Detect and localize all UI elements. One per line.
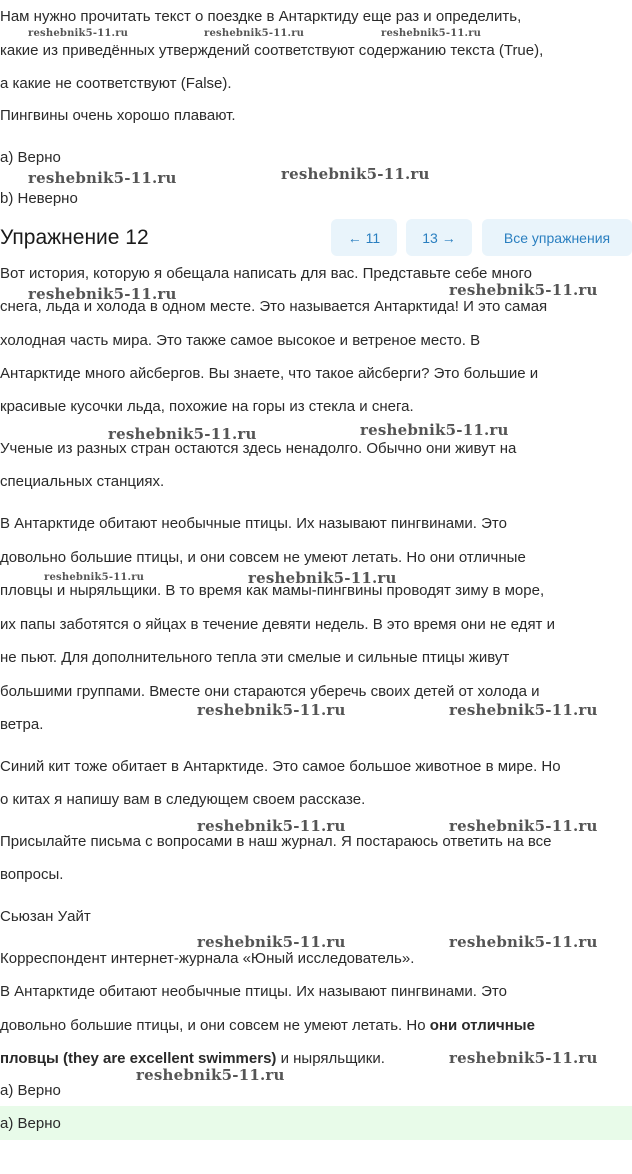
answer-line: а) Верно (0, 1082, 61, 1099)
watermark: reshebnik5-11.ru (28, 169, 177, 187)
story-line: не пьют. Для дополнительного тепла эти смелые и сильные птицы живут (0, 649, 510, 666)
watermark: reshebnik5-11.ru (360, 421, 509, 439)
explain-bold: они отличные (429, 1017, 535, 1034)
story-line: красивые кусочки льда, похожие на горы из стекла и снега. (0, 398, 414, 415)
story-line: Антарктиде много айсбергов. Вы знаете, что такое айсберги? Это большие и (0, 365, 539, 382)
story-line: вопросы. (0, 866, 64, 883)
intro-line-1: Нам нужно прочитать текст о поездке в Антарктиду еще раз и определить, (0, 8, 522, 25)
story-line: довольно большие птицы, и они совсем не умеют летать. Но они отличные (0, 549, 526, 566)
story-line: специальных станциях. (0, 473, 165, 490)
watermark: reshebnik5-11.ru (449, 701, 598, 719)
watermark: reshebnik5-11.ru (197, 933, 346, 951)
intro-line-2: какие из приведённых утверждений соответствуют содержанию текста (True), (0, 42, 544, 59)
explain-bold: пловцы (they are excellent swimmers) (0, 1050, 277, 1067)
story-line: их папы заботятся о яйцах в течение девяти недель. В это время они не едят и (0, 616, 555, 633)
intro-line-3: а какие не соответствуют (False). (0, 75, 232, 92)
watermark: reshebnik5-11.ru (28, 285, 177, 303)
watermark: reshebnik5-11.ru (449, 933, 598, 951)
story-line: о китах я напишу вам в следующем своем рассказе. (0, 791, 366, 808)
watermark: reshebnik5-11.ru (449, 281, 598, 299)
watermark: reshebnik5-11.ru (44, 572, 145, 583)
story-line: Синий кит тоже обитает в Антарктиде. Это самое большое животное в мире. Но (0, 758, 561, 775)
option-a: a) Верно (0, 149, 61, 166)
exercise-title: Упражнение 12 (0, 226, 149, 249)
watermark: reshebnik5-11.ru (281, 165, 430, 183)
signature-role: Корреспондент интернет-журнала «Юный исследователь». (0, 950, 415, 967)
story-line: пловцы и ныряльщики. В то время как мамы-пингвины проводят зиму в море, (0, 582, 545, 599)
watermark: reshebnik5-11.ru (204, 28, 305, 39)
question-text: Пингвины очень хорошо плавают. (0, 107, 236, 124)
story-line: Ученые из разных стран остаются здесь ненадолго. Обычно они живут на (0, 440, 517, 457)
story-line: Присылайте письма с вопросами в наш журнал. Я постараюсь ответить на все (0, 833, 552, 850)
explain-line (0, 1016, 535, 1036)
all-exercises-button[interactable]: Все упражнения (482, 219, 632, 256)
explain-text: и ныряльщики. (276, 1050, 385, 1067)
explain-text: довольно большие птицы, и они совсем не умеют летать. Но (0, 1017, 430, 1034)
prev-exercise-button[interactable]: ← 11 (331, 219, 397, 256)
answer-box-text: а) Верно (0, 1114, 61, 1132)
watermark: reshebnik5-11.ru (381, 28, 482, 39)
watermark: reshebnik5-11.ru (449, 817, 598, 835)
watermark: reshebnik5-11.ru (136, 1066, 285, 1084)
story-line: ветра. (0, 716, 44, 733)
option-b: b) Неверно (0, 190, 78, 207)
story-line: большими группами. Вместе они стараются уберечь своих детей от холода и (0, 683, 540, 700)
story-line: снега, льда и холода в одном месте. Это называется Антарктида! И это самая (0, 298, 548, 315)
watermark: reshebnik5-11.ru (449, 1049, 598, 1067)
story-line: Вот история, которую я обещала написать для вас. Представьте себе много (0, 265, 532, 282)
watermark: reshebnik5-11.ru (197, 817, 346, 835)
story-line: холодная часть мира. Это также самое высокое и ветреное место. В (0, 332, 481, 349)
explain-line: В Антарктиде обитают необычные птицы. Их называют пингвинами. Это (0, 983, 507, 1000)
next-exercise-button[interactable]: 13 → (406, 219, 472, 256)
watermark: reshebnik5-11.ru (248, 569, 397, 587)
story-line: В Антарктиде обитают необычные птицы. Их называют пингвинами. Это (0, 515, 507, 532)
watermark: reshebnik5-11.ru (108, 425, 257, 443)
watermark: reshebnik5-11.ru (28, 28, 129, 39)
signature-name: Сьюзан Уайт (0, 908, 91, 925)
watermark: reshebnik5-11.ru (197, 701, 346, 719)
answer-box (0, 1106, 632, 1140)
